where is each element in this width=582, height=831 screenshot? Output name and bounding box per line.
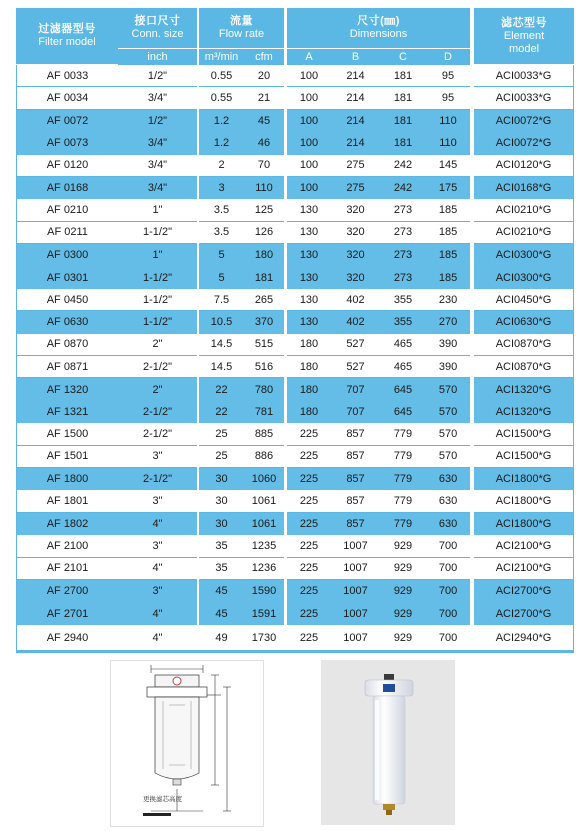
cell-model: AF 2940 xyxy=(16,625,118,653)
cell-element: ACI2940*G xyxy=(474,625,574,653)
cell-b: 275 xyxy=(331,155,380,177)
cell-d: 185 xyxy=(438,249,458,262)
header-conn: 接口尺寸 Conn. size xyxy=(118,8,197,49)
cell-b: 1007 xyxy=(331,558,380,580)
cell-m3min: 25 xyxy=(199,446,244,468)
cell-a: 180 xyxy=(299,406,319,419)
cell-a: 100 xyxy=(299,182,319,195)
table-row xyxy=(16,356,574,378)
cell-b: 1007 xyxy=(343,585,368,598)
cell-c: 779 xyxy=(380,490,426,512)
cell-model: AF 1500 xyxy=(16,423,118,445)
cell-conn: 4" xyxy=(152,518,163,530)
cell-model: AF 0870 xyxy=(16,334,118,356)
cell-conn: 2-1/2" xyxy=(143,406,172,419)
cell-a: 100 xyxy=(287,65,331,87)
cell-element: ACI1800*G xyxy=(474,490,574,512)
compressed-air-filter-photo-icon xyxy=(321,660,455,825)
cell-a: 225 xyxy=(287,490,331,512)
cell-a: 225 xyxy=(287,423,331,445)
unit-cfm: cfm xyxy=(244,49,284,65)
cell-b: 214 xyxy=(346,114,365,127)
cell-c: 273 xyxy=(393,271,413,284)
cell-b: 320 xyxy=(346,271,365,284)
cell-c: 355 xyxy=(380,289,426,311)
cell-m3min: 0.55 xyxy=(199,65,244,87)
cell-cfm: 265 xyxy=(244,289,284,311)
unit-a: A xyxy=(287,49,331,65)
cell-b: 707 xyxy=(346,406,365,419)
cell-element: ACI2700*G xyxy=(474,580,574,602)
cell-m3min: 3 xyxy=(218,182,225,195)
cell-a: 130 xyxy=(287,222,331,244)
cell-conn: 4" xyxy=(118,625,197,653)
cell-m3min: 35 xyxy=(199,558,244,580)
cell-d: 700 xyxy=(426,535,470,557)
cell-m3min: 7.5 xyxy=(199,289,244,311)
cell-model: AF 0120 xyxy=(16,155,118,177)
table-row xyxy=(16,289,574,311)
cell-d: 630 xyxy=(426,490,470,512)
table-row xyxy=(16,199,574,221)
table-row xyxy=(16,110,574,132)
table-row xyxy=(16,490,574,512)
spec-table xyxy=(16,8,574,653)
cell-cfm: 1730 xyxy=(244,625,284,653)
cell-element: ACI1800*G xyxy=(474,468,574,490)
cell-a: 225 xyxy=(287,446,331,468)
cell-d: 185 xyxy=(426,222,470,244)
table-row xyxy=(16,244,574,266)
cell-c: 181 xyxy=(380,65,426,87)
cell-element: ACI1320*G xyxy=(474,378,574,400)
cell-m3min: 3.5 xyxy=(199,222,244,244)
cell-cfm: 1590 xyxy=(251,585,277,598)
cell-element: ACI2700*G xyxy=(474,602,574,624)
cell-c: 273 xyxy=(393,249,413,262)
cell-element: ACI0870*G xyxy=(474,356,574,378)
cell-cfm: 110 xyxy=(255,182,273,195)
cell-a: 225 xyxy=(299,518,319,530)
unit-inch: inch xyxy=(118,49,197,65)
cell-conn: 1" xyxy=(118,199,197,221)
cell-b: 320 xyxy=(331,222,380,244)
cell-cfm: 70 xyxy=(244,155,284,177)
cell-conn: 3/4" xyxy=(147,182,168,195)
cell-model: AF 1501 xyxy=(16,446,118,468)
cell-cfm: 515 xyxy=(244,334,284,356)
cell-d: 145 xyxy=(426,155,470,177)
cell-b: 857 xyxy=(331,446,380,468)
cell-b: 402 xyxy=(331,289,380,311)
cell-model: AF 0301 xyxy=(16,267,118,289)
cell-a: 225 xyxy=(299,473,319,486)
cell-a: 130 xyxy=(299,249,319,262)
cell-cfm: 20 xyxy=(244,65,284,87)
cell-d: 700 xyxy=(438,607,458,620)
table-row xyxy=(16,468,574,490)
cell-model: AF 1801 xyxy=(16,490,118,512)
cell-d: 700 xyxy=(426,558,470,580)
drawing-caption: 更换滤芯高度 xyxy=(143,796,182,803)
table-row xyxy=(16,602,574,624)
cell-c: 645 xyxy=(393,406,413,419)
cell-model: AF 0072 xyxy=(16,110,118,132)
table-row xyxy=(16,177,574,199)
cell-m3min: 14.5 xyxy=(199,334,244,356)
cell-cfm: 886 xyxy=(244,446,284,468)
cell-cfm: 885 xyxy=(244,423,284,445)
cell-conn: 1-1/2" xyxy=(143,316,172,329)
cell-d: 110 xyxy=(439,114,457,127)
cell-c: 779 xyxy=(380,423,426,445)
cell-model: AF 0211 xyxy=(16,222,118,244)
cell-model: AF 0450 xyxy=(16,289,118,311)
table-row xyxy=(16,267,574,289)
table-row xyxy=(16,155,574,177)
cell-model: AF 0033 xyxy=(16,65,118,87)
dimension-drawing xyxy=(110,660,264,827)
cell-cfm: 1236 xyxy=(244,558,284,580)
cell-conn: 1/2" xyxy=(118,65,197,87)
cell-a: 180 xyxy=(299,383,319,396)
cell-c: 355 xyxy=(393,316,413,329)
table-row xyxy=(16,378,574,400)
cell-a: 130 xyxy=(287,199,331,221)
cell-conn: 3/4" xyxy=(118,87,197,109)
header-element: 滤芯型号 Element model xyxy=(474,8,574,65)
cell-d: 700 xyxy=(438,585,458,598)
cell-element: ACI0630*G xyxy=(474,311,574,333)
cell-c: 181 xyxy=(393,114,413,127)
cell-cfm: 1060 xyxy=(251,473,277,486)
cell-element: ACI0072*G xyxy=(474,132,574,154)
cell-b: 857 xyxy=(331,490,380,512)
cell-a: 180 xyxy=(287,356,331,378)
cell-m3min: 1.2 xyxy=(213,114,230,127)
cell-m3min: 45 xyxy=(215,585,228,598)
cell-conn: 3" xyxy=(118,446,197,468)
cell-m3min: 22 xyxy=(215,383,228,396)
cell-a: 180 xyxy=(287,334,331,356)
cell-m3min: 45 xyxy=(215,607,228,620)
cell-model: AF 0300 xyxy=(16,244,118,266)
cell-cfm: 45 xyxy=(257,114,271,127)
cell-d: 700 xyxy=(426,625,470,653)
cell-c: 242 xyxy=(393,182,413,195)
table-bottom-rule xyxy=(16,650,574,653)
table-row xyxy=(16,132,574,154)
unit-d: D xyxy=(426,49,470,65)
cell-model: AF 0168 xyxy=(16,177,118,199)
table-row xyxy=(16,87,574,109)
cell-c: 465 xyxy=(380,334,426,356)
cell-b: 527 xyxy=(331,334,380,356)
cell-b: 402 xyxy=(346,316,365,329)
cell-d: 110 xyxy=(439,137,457,150)
cell-m3min: 3.5 xyxy=(199,199,244,221)
cell-c: 181 xyxy=(393,137,413,150)
cell-c: 929 xyxy=(380,625,426,653)
cell-m3min: 49 xyxy=(199,625,244,653)
unit-m3min: m³/min xyxy=(199,49,244,65)
cell-b: 1007 xyxy=(343,607,368,620)
cell-a: 225 xyxy=(287,535,331,557)
unit-c: C xyxy=(380,49,426,65)
header-model: 过滤器型号 Filter model xyxy=(16,8,118,65)
cell-m3min: 10.5 xyxy=(210,316,233,329)
cell-element: ACI1500*G xyxy=(474,446,574,468)
cell-conn: 3/4" xyxy=(147,137,168,150)
cell-d: 230 xyxy=(426,289,470,311)
cell-b: 707 xyxy=(346,383,365,396)
cell-b: 1007 xyxy=(331,625,380,653)
cell-b: 320 xyxy=(346,249,365,262)
cell-b: 214 xyxy=(331,87,380,109)
cell-cfm: 1235 xyxy=(244,535,284,557)
cell-model: AF 0034 xyxy=(16,87,118,109)
cell-a: 225 xyxy=(299,585,319,598)
cell-element: ACI2100*G xyxy=(474,558,574,580)
cell-a: 100 xyxy=(287,155,331,177)
cell-d: 570 xyxy=(426,423,470,445)
cell-d: 630 xyxy=(438,473,458,486)
cell-c: 929 xyxy=(380,535,426,557)
table-row xyxy=(16,625,574,653)
cell-conn: 2-1/2" xyxy=(143,473,172,486)
cell-conn: 2" xyxy=(152,383,163,396)
cell-c: 242 xyxy=(380,155,426,177)
cell-conn: 2-1/2" xyxy=(118,356,197,378)
cell-c: 929 xyxy=(393,585,413,598)
table-row xyxy=(16,222,574,244)
cell-d: 270 xyxy=(438,316,458,329)
cell-conn: 3" xyxy=(118,490,197,512)
cell-conn: 1-1/2" xyxy=(118,289,197,311)
cell-cfm: 181 xyxy=(254,271,274,284)
cell-c: 779 xyxy=(393,473,413,486)
cell-element: ACI0120*G xyxy=(474,155,574,177)
cell-cfm: 516 xyxy=(244,356,284,378)
cell-cfm: 180 xyxy=(254,249,274,262)
cell-model: AF 0630 xyxy=(16,311,118,333)
cell-cfm: 125 xyxy=(244,199,284,221)
table-row xyxy=(16,558,574,580)
cell-b: 214 xyxy=(331,65,380,87)
cell-m3min: 25 xyxy=(199,423,244,445)
cell-m3min: 5 xyxy=(218,271,225,284)
cell-model: AF 2701 xyxy=(16,602,118,624)
product-photo xyxy=(321,660,455,825)
cell-m3min: 22 xyxy=(215,406,228,419)
cell-model: AF 1320 xyxy=(16,378,118,400)
cell-conn: 1/2" xyxy=(147,114,168,127)
cell-d: 95 xyxy=(426,65,470,87)
cell-a: 100 xyxy=(299,137,319,150)
cell-m3min: 5 xyxy=(218,249,225,262)
table-row xyxy=(16,311,574,333)
cell-d: 185 xyxy=(438,271,458,284)
cell-conn: 1-1/2" xyxy=(143,271,172,284)
cell-b: 857 xyxy=(346,518,365,530)
cell-element: ACI0033*G xyxy=(474,65,574,87)
table-row xyxy=(16,401,574,423)
cell-c: 929 xyxy=(393,607,413,620)
cell-conn: 1" xyxy=(152,249,163,262)
cell-a: 100 xyxy=(299,114,319,127)
cell-a: 130 xyxy=(299,271,319,284)
cell-model: AF 2101 xyxy=(16,558,118,580)
cell-element: ACI1320*G xyxy=(474,401,574,423)
cell-m3min: 1.2 xyxy=(213,137,230,150)
cell-element: ACI0072*G xyxy=(474,110,574,132)
cell-conn: 4" xyxy=(152,607,163,620)
cell-b: 320 xyxy=(331,199,380,221)
cell-c: 273 xyxy=(380,199,426,221)
header-dimensions: 尺寸(㎜) Dimensions xyxy=(287,8,470,49)
cell-cfm: 126 xyxy=(244,222,284,244)
cell-conn: 3/4" xyxy=(118,155,197,177)
cell-d: 390 xyxy=(426,334,470,356)
cell-conn: 3" xyxy=(118,535,197,557)
cell-c: 929 xyxy=(380,558,426,580)
cell-model: AF 2700 xyxy=(16,580,118,602)
cell-cfm: 21 xyxy=(244,87,284,109)
cell-element: ACI0033*G xyxy=(474,87,574,109)
cell-m3min: 0.55 xyxy=(199,87,244,109)
cell-model: AF 1800 xyxy=(16,468,118,490)
cell-cfm: 370 xyxy=(254,316,274,329)
filter-drawing-icon xyxy=(111,661,263,826)
cell-model: AF 1321 xyxy=(16,401,118,423)
cell-b: 275 xyxy=(346,182,365,195)
cell-a: 100 xyxy=(287,87,331,109)
cell-b: 527 xyxy=(331,356,380,378)
cell-cfm: 1591 xyxy=(251,607,277,620)
cell-element: ACI0300*G xyxy=(474,267,574,289)
cell-b: 857 xyxy=(346,473,365,486)
cell-c: 779 xyxy=(393,518,413,530)
cell-a: 225 xyxy=(287,558,331,580)
spec-body xyxy=(16,65,574,653)
cell-model: AF 0871 xyxy=(16,356,118,378)
cell-element: ACI1800*G xyxy=(474,513,574,535)
cell-cfm: 1061 xyxy=(251,518,277,530)
cell-d: 175 xyxy=(438,182,458,195)
cell-m3min: 30 xyxy=(199,490,244,512)
cell-model: AF 0210 xyxy=(16,199,118,221)
cell-b: 214 xyxy=(346,137,365,150)
cell-model: AF 0073 xyxy=(16,132,118,154)
cell-cfm: 780 xyxy=(254,383,274,396)
cell-element: ACI0210*G xyxy=(474,199,574,221)
cell-element: ACI0870*G xyxy=(474,334,574,356)
cell-element: ACI0168*G xyxy=(474,177,574,199)
cell-element: ACI0210*G xyxy=(474,222,574,244)
cell-a: 225 xyxy=(287,625,331,653)
cell-element: ACI0450*G xyxy=(474,289,574,311)
cell-cfm: 781 xyxy=(254,406,274,419)
cell-conn: 2" xyxy=(118,334,197,356)
cell-cfm: 46 xyxy=(257,137,271,150)
table-row xyxy=(16,423,574,445)
cell-element: ACI1500*G xyxy=(474,423,574,445)
cell-conn: 2-1/2" xyxy=(118,423,197,445)
cell-d: 570 xyxy=(438,383,458,396)
cell-c: 273 xyxy=(380,222,426,244)
table-row xyxy=(16,334,574,356)
cell-c: 465 xyxy=(380,356,426,378)
cell-m3min: 35 xyxy=(199,535,244,557)
unit-b: B xyxy=(331,49,380,65)
table-row xyxy=(16,446,574,468)
cell-d: 630 xyxy=(438,518,458,530)
cell-model: AF 2100 xyxy=(16,535,118,557)
cell-a: 130 xyxy=(299,316,319,329)
cell-model: AF 1802 xyxy=(16,513,118,535)
header-row xyxy=(16,8,574,49)
cell-conn: 3" xyxy=(152,585,163,598)
cell-d: 570 xyxy=(426,446,470,468)
cell-c: 181 xyxy=(380,87,426,109)
cell-d: 95 xyxy=(426,87,470,109)
table-row xyxy=(16,65,574,87)
cell-conn: 4" xyxy=(118,558,197,580)
cell-m3min: 2 xyxy=(199,155,244,177)
cell-cfm: 1061 xyxy=(244,490,284,512)
table-row xyxy=(16,513,574,535)
cell-conn: 1-1/2" xyxy=(118,222,197,244)
header-flow: 流量 Flow rate xyxy=(199,8,284,49)
table-row xyxy=(16,535,574,557)
cell-d: 185 xyxy=(426,199,470,221)
cell-d: 390 xyxy=(426,356,470,378)
cell-element: ACI2100*G xyxy=(474,535,574,557)
cell-c: 779 xyxy=(380,446,426,468)
cell-a: 130 xyxy=(287,289,331,311)
cell-b: 857 xyxy=(331,423,380,445)
cell-m3min: 30 xyxy=(215,473,228,486)
cell-m3min: 30 xyxy=(215,518,228,530)
cell-a: 225 xyxy=(299,607,319,620)
cell-c: 645 xyxy=(393,383,413,396)
table-row xyxy=(16,580,574,602)
cell-b: 1007 xyxy=(331,535,380,557)
cell-m3min: 14.5 xyxy=(199,356,244,378)
cell-d: 570 xyxy=(438,406,458,419)
cell-element: ACI0300*G xyxy=(474,244,574,266)
